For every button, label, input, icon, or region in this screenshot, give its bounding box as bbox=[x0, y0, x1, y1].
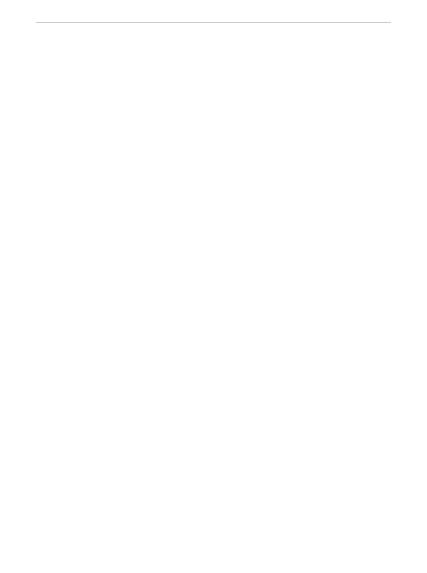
left-column bbox=[36, 40, 201, 530]
header-rule bbox=[36, 22, 391, 23]
right-column bbox=[228, 40, 393, 530]
